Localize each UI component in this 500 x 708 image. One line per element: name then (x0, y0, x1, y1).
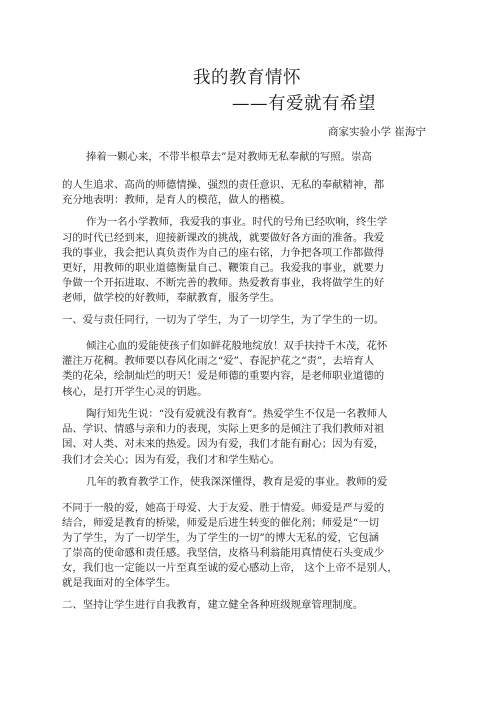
body-line: 女，我们也一定能以一片至真至诚的爱心感动上帝， 这个上帝不是别人， (62, 562, 398, 574)
section-heading: 一、爱与责任同行，一切为了学生，为了一切学生，为了学生的一切。 (62, 314, 385, 326)
body-line: 就是我面对的全体学生。 (62, 577, 177, 589)
body-line: 几年的教育教学工作，使我深深懂得，教育是爱的事业。教师的爱 (86, 476, 388, 488)
body-line: 习的时代已经到来，迎接新课改的挑战，就要做好各方面的准备。我爱 (62, 232, 385, 244)
author-line: 商家实验小学 崔海宁 (328, 126, 426, 138)
body-line: 作为一名小学教师，我爱我的事业。时代的号角已经吹响，终生学 (86, 216, 388, 228)
body-line: 为了学生，为了一切学生，为了学生的一切”的博大无私的爱，它包涵 (62, 532, 380, 544)
body-line: 类的花朵，绘制灿烂的明天！爱是师德的重要内容，是老师职业道德的 (62, 370, 385, 382)
body-line: 倾注心血的爱能使孩子们如鲜花般地绽放！双手扶持千木茂，花怀 (86, 340, 388, 352)
section-heading: 二、坚持让学生进行自我教育，建立健全各种班级规章管理制度。 (62, 599, 364, 611)
body-line: 的人生追求、高尚的师德情操、强烈的责任意识、无私的奉献精神，都 (62, 179, 385, 191)
body-line: 更好，用教师的职业道德衡量自己、鞭策自己。我爱我的事业，就要力 (62, 262, 385, 274)
body-line: 结合，师爱是教育的桥梁，师爱是后进生转变的催化剂；师爱是“一切 (62, 517, 380, 529)
document-subtitle: ——有爱就有希望 (232, 94, 376, 114)
body-line: 老师，做学校的好教师，奉献教育，服务学生。 (62, 292, 281, 304)
body-line: 充分地表明：教师，是育人的模范，做人的楷模。 (62, 194, 291, 206)
body-line: 我的事业，我会把认真负责作为自己的座右铭，力争把各项工作都做得 (62, 247, 385, 259)
body-line: 不同于一般的爱，她高于母爱、大于友爱、胜于情爱。师爱是严与爱的 (62, 502, 385, 514)
body-line: 陶行知先生说：“没有爱就没有教育”。热爱学生不仅是一名教师人 (86, 408, 388, 420)
body-line: 了崇高的使命感和责任感。我坚信，皮格马利翁能用真情使石头变成少 (62, 547, 385, 559)
body-line: 品、学识、情感与亲和力的表现，实际上更多的是倾注了我们教师对祖 (62, 423, 385, 435)
document-title: 我的教育情怀 (193, 68, 301, 88)
body-line: 灌注万花稠。教师要以春风化雨之“爱”、春泥护花之“责”，去培育人 (62, 355, 375, 367)
body-line: 我们才会关心；因为有爱，我们才和学生贴心。 (62, 454, 281, 466)
body-line: 国、对人类、对未来的热爱。因为有爱，我们才能有耐心；因为有爱， (62, 438, 385, 450)
body-line: 核心，是打开学生心灵的钥匙。 (62, 386, 208, 398)
body-line: 捧着一颗心来，不带半根草去”是对教师无私奉献的写照。崇高 (86, 151, 372, 163)
body-line: 争做一个开拓进取、不断完善的教师。热爱教育事业，我将做学生的好 (62, 277, 385, 289)
